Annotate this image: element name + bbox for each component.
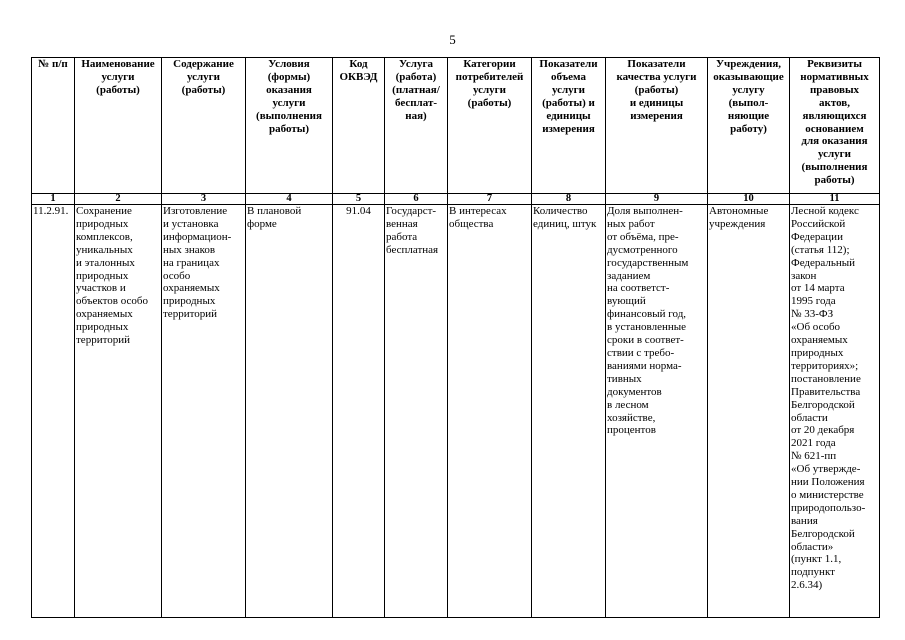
column-number: 1 (32, 194, 75, 205)
header-cell-quality: Показатели качества услуги (работы) и единицы измерения (606, 58, 708, 194)
column-number: 10 (708, 194, 790, 205)
cell-conditions: В плановой форме (246, 205, 333, 618)
column-number: 5 (333, 194, 385, 205)
cell-number: 11.2.91. (32, 205, 75, 618)
services-table (31, 57, 880, 618)
column-number: 4 (246, 194, 333, 205)
header-cell-consumers: Категории потребителей услуги (работы) (448, 58, 532, 194)
header-cell-number: № п/п (32, 58, 75, 194)
column-number: 3 (162, 194, 246, 205)
cell-okved: 91.04 (333, 205, 385, 618)
column-number-row (32, 194, 880, 205)
column-number: 7 (448, 194, 532, 205)
table-row (32, 205, 880, 618)
header-cell-volume: Показатели объема услуги (работы) и единицы измерения (532, 58, 606, 194)
cell-institutions: Автономные учреждения (708, 205, 790, 618)
header-cell-paid-free: Услуга (работа) (платная/ бесплат- ная) (385, 58, 448, 194)
cell-quality: Доля выполнен- ных работ от объёма, пре- дусмотренного государственным заданием на соответст- вующий финансовый год, в установленные сроки в соответ- ствии с требо- ваниями норма- тивных документов в лесном хозяйстве, процентов (606, 205, 708, 618)
cell-paid-free: Государст- венная работа бесплатная (385, 205, 448, 618)
header-cell-service-name: Наименование услуги (работы) (75, 58, 162, 194)
column-number: 2 (75, 194, 162, 205)
header-cell-legal-acts: Реквизиты нормативных правовых актов, являющихся основанием для оказания услуги (выполнения работы) (790, 58, 880, 194)
header-cell-okved: Код ОКВЭД (333, 58, 385, 194)
cell-consumers: В интересах общества (448, 205, 532, 618)
cell-legal-acts: Лесной кодекс Российской Федерации (статья 112); Федеральный закон от 14 марта 1995 года № 33-ФЗ «Об особо охраняемых природных территориях»; постановление Правительства Белгородской области от 20 декабря 2021 года № 621-пп «Об утвержде- нии Положения о министерстве природопользо- вания Белгородской области» (пункт 1.1, подпункт 2.6.34) (790, 205, 880, 618)
column-number: 11 (790, 194, 880, 205)
cell-service-name: Сохранение природных комплексов, уникальных и эталонных природных участков и объектов особо охраняемых природных территорий (75, 205, 162, 618)
page-number: 5 (449, 32, 456, 47)
cell-volume: Количество единиц, штук (532, 205, 606, 618)
header-cell-conditions: Условия (формы) оказания услуги (выполнения работы) (246, 58, 333, 194)
header-cell-service-content: Содержание услуги (работы) (162, 58, 246, 194)
column-number: 8 (532, 194, 606, 205)
header-cell-institutions: Учреждения, оказывающие услугу (выпол- няющие работу) (708, 58, 790, 194)
header-row (32, 58, 880, 194)
cell-service-content: Изготовление и установка информацион- ных знаков на границах особо охраняемых природных территорий (162, 205, 246, 618)
column-number: 9 (606, 194, 708, 205)
column-number: 6 (385, 194, 448, 205)
